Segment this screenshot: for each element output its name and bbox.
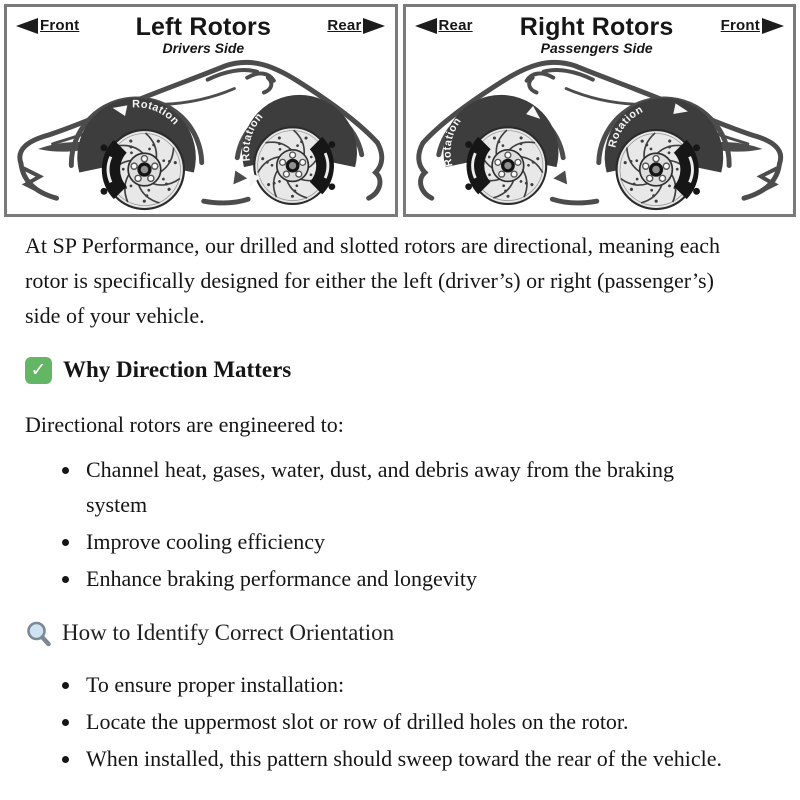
arrow-right-icon bbox=[762, 18, 784, 34]
list-item: • Improve cooling efficiency bbox=[82, 525, 725, 560]
arrow-right-icon bbox=[363, 18, 385, 34]
left-panel-title-block bbox=[136, 14, 272, 56]
car-sketch-mirrored bbox=[418, 62, 780, 209]
orientation-steps-list bbox=[25, 668, 725, 777]
list-item: • When installed, this pattern should sweep toward the rear of the vehicle. bbox=[82, 742, 725, 777]
rotation-label-front-wheel: Rotation bbox=[132, 98, 182, 128]
left-rotors-panel bbox=[4, 4, 398, 217]
panel-subtitle: Passengers Side bbox=[540, 40, 653, 57]
front-direction-indicator bbox=[16, 17, 79, 34]
engineered-to-lead: Directional rotors are engineered to: bbox=[25, 412, 344, 438]
rotation-label-front-wheel: Rotation bbox=[605, 103, 645, 149]
direction-label: Front bbox=[40, 17, 80, 34]
right-panel-header bbox=[406, 7, 794, 57]
panel-subtitle: Drivers Side bbox=[162, 40, 245, 57]
identify-orientation-heading bbox=[25, 615, 725, 652]
panel-title: Left Rotors bbox=[135, 13, 272, 41]
arrow-left-icon bbox=[16, 18, 38, 34]
direction-label: Front bbox=[720, 17, 760, 34]
intro-paragraph: At SP Performance, our drilled and slotted rotors are directional, meaning each rotor is specifically designed for either the left (driver’s) or right (passenger’s) side of your vehicle. bbox=[25, 233, 721, 328]
rear-direction-indicator bbox=[415, 17, 473, 34]
car-sketch bbox=[20, 62, 382, 209]
front-direction-indicator bbox=[721, 17, 784, 34]
list-item: • Channel heat, gases, water, dust, and debris away from the braking system bbox=[82, 453, 725, 523]
arrow-left-icon bbox=[415, 18, 437, 34]
left-panel-header bbox=[7, 7, 395, 57]
list-item: • To ensure proper installation: bbox=[82, 668, 725, 703]
rotation-label-rear-wheel: Rotation bbox=[240, 110, 266, 162]
right-car-illustration bbox=[406, 53, 794, 213]
list-item: • Enhance braking performance and longevity bbox=[82, 562, 725, 597]
check-glyph: ✓ bbox=[30, 359, 47, 382]
heading-text: How to Identify Correct Orientation bbox=[62, 620, 395, 646]
list-item: • Locate the uppermost slot or row of drilled holes on the rotor. bbox=[82, 705, 725, 740]
rear-direction-indicator bbox=[327, 17, 385, 34]
rotation-label-rear-wheel: Rotation bbox=[440, 115, 464, 168]
benefits-list bbox=[25, 453, 725, 597]
direction-label: Rear bbox=[327, 17, 362, 34]
check-mark-button-icon bbox=[25, 357, 52, 384]
rotor-direction-diagram bbox=[0, 0, 800, 217]
magnifying-glass-icon bbox=[25, 620, 53, 648]
article-body bbox=[0, 217, 725, 777]
why-direction-matters-heading bbox=[25, 352, 725, 389]
right-rotors-panel bbox=[403, 4, 797, 217]
left-car-illustration bbox=[7, 53, 395, 213]
direction-label: Rear bbox=[438, 17, 473, 34]
heading-text: Why Direction Matters bbox=[63, 356, 292, 382]
panel-title: Right Rotors bbox=[519, 13, 674, 41]
right-panel-title-block bbox=[520, 14, 674, 56]
